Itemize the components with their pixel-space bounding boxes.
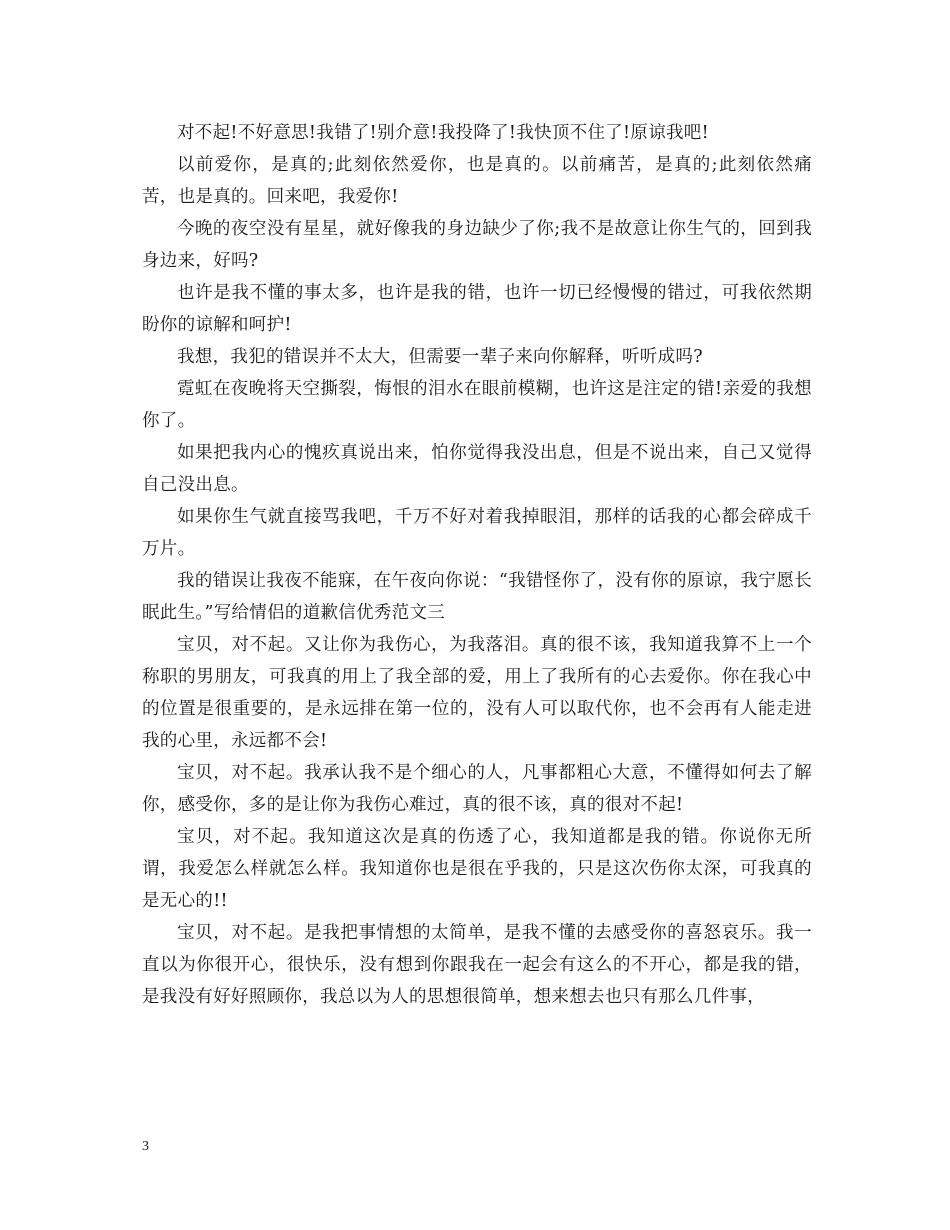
page-number: 3 <box>142 1139 149 1154</box>
paragraph: 宝贝，对不起。是我把事情想的太简单，是我不懂的去感受你的喜怒哀乐。我一直以为你很开心，很快乐，没有想到你跟我在一起会有这么的不开心，都是我的错，是我没有好好照顾你，我总以为人的思想很简单，想来想去也只有那么几件事， <box>142 923 812 1007</box>
paragraph: 宝贝，对不起。我承认我不是个细心的人，凡事都粗心大意，不懂得如何去了解你，感受你，多的是让你为我伤心难过，真的很不该，真的很对不起! <box>142 763 812 815</box>
paragraph: 如果你生气就直接骂我吧，千万不好对着我掉眼泪，那样的话我的心都会碎成千万片。 <box>142 507 812 559</box>
paragraph: 对不起!不好意思!我错了!别介意!我投降了!我快顶不住了!原谅我吧! <box>177 123 709 143</box>
paragraph: 宝贝，对不起。我知道这次是真的伤透了心，我知道都是我的错。你说你无所谓，我爱怎么样就怎么样。我知道你也是很在乎我的，只是这次伤你太深，可我真的是无心的!! <box>142 827 812 911</box>
paragraph: 以前爱你，是真的;此刻依然爱你，也是真的。以前痛苦，是真的;此刻依然痛苦，也是真的。回来吧，我爱你! <box>142 155 812 207</box>
paragraph: 宝贝，对不起。又让你为我伤心，为我落泪。真的很不该，我知道我算不上一个称职的男朋友，可我真的用上了我全部的爱，用上了我所有的心去爱你。你在我心中的位置是很重要的，是永远排在第一位的，没有人可以取代你，也不会再有人能走进我的心里，永远都不会! <box>142 635 812 751</box>
paragraph: 也许是我不懂的事太多，也许是我的错，也许一切已经慢慢的错过，可我依然期盼你的谅解和呵护! <box>142 283 812 335</box>
paragraph: 霓虹在夜晚将天空撕裂，悔恨的泪水在眼前模糊，也许这是注定的错!亲爱的我想你了。 <box>142 379 812 431</box>
document-body <box>142 117 812 1013</box>
paragraph: 我的错误让我夜不能寐，在午夜向你说：“我错怪你了，没有你的原谅，我宁愿长眠此生。”写给情侣的道歉信优秀范文三 <box>142 571 812 623</box>
paragraph: 今晚的夜空没有星星，就好像我的身边缺少了你;我不是故意让你生气的，回到我身边来，好吗? <box>142 219 812 271</box>
paragraph: 我想，我犯的错误并不太大，但需要一辈子来向你解释，听听成吗? <box>177 347 703 367</box>
paragraph: 如果把我内心的愧疚真说出来，怕你觉得我没出息，但是不说出来，自己又觉得自己没出息。 <box>142 443 812 495</box>
